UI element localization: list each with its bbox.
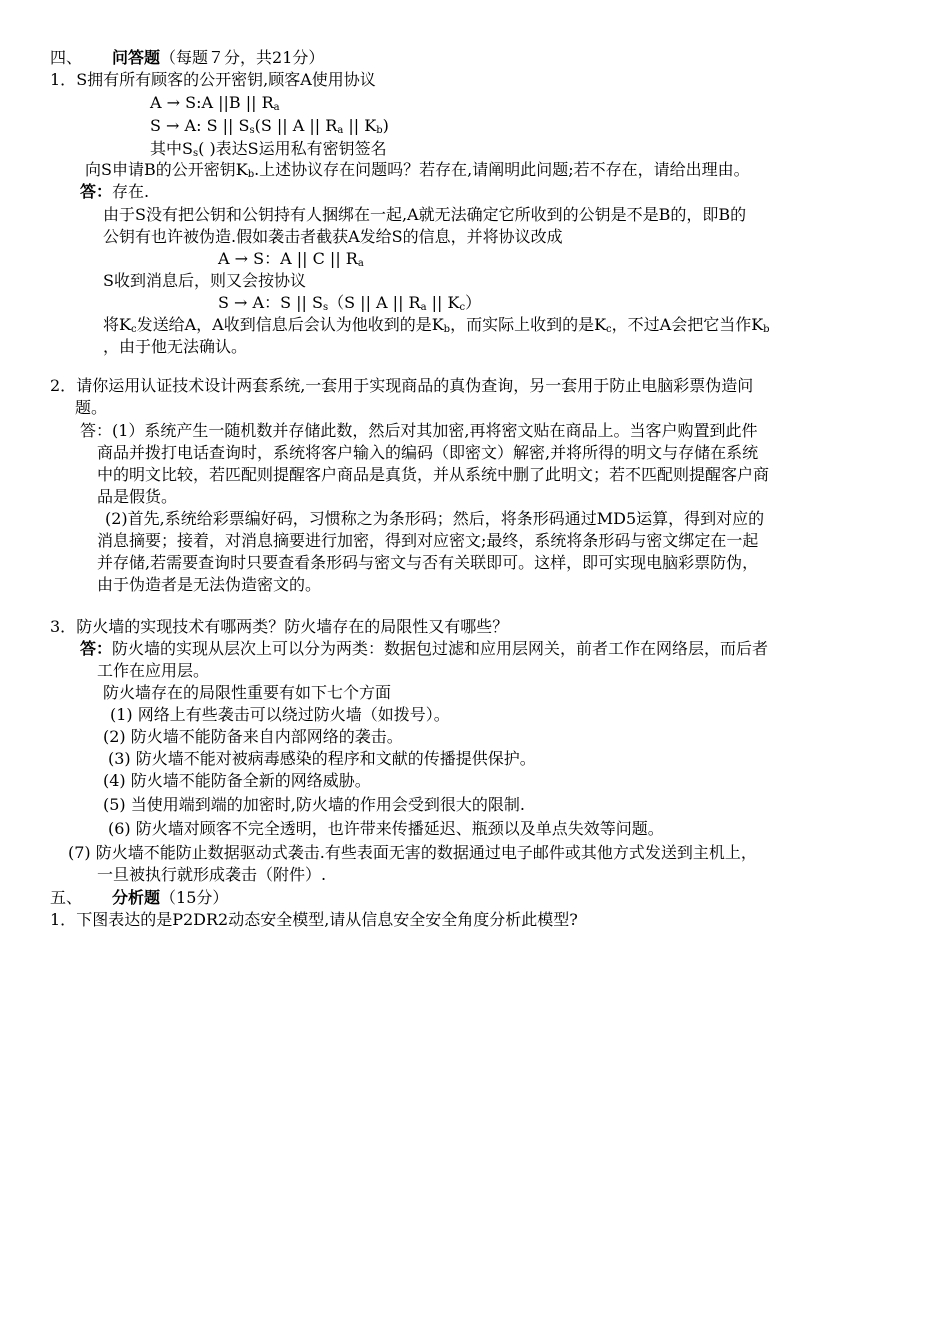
section-4-heading [50,48,324,68]
q5-1-question: 1．下图表达的是P2DR2动态安全模型,请从信息安全安全角度分析此模型? [50,910,578,929]
q1-signature-note: 其中$S_s$( )表达S运用私有密钥签名 [150,139,387,159]
q3-item-6: (6) 防火墙对顾客不完全透明，也许带来传播延迟、瓶颈以及单点失效等问题。 [108,819,664,838]
q3-answer-line-3: 防火墙存在的局限性重要有如下七个方面 [103,683,392,702]
q3-item-1: (1) 网络上有些袭击可以绕过防火墙（如拨号）。 [110,705,450,724]
answer-label: 答： [80,182,113,201]
q2-answer-line-3: 中的明文比较，若匹配则提醒客户商品是真货，并从系统中删了此明文；若不匹配则提醒客户商 [97,465,770,484]
section-4-number: 四、 [50,48,83,67]
q1-explanation-line-4: 将$K_c$发送给A，A收到信息后会认为他收到的是$K_b$，而实际上收到的是$K_c$，不过A会把它当作$K_b$ [103,315,770,335]
q2-answer-line-4: 品是假货。 [97,487,178,506]
q3-answer-line-1: 答：防火墙的实现从层次上可以分为两类：数据包过滤和应用层网关，前者工作在网络层，而后者 [80,639,769,658]
q2-question: 2．请你运用认证技术设计两套系统,一套用于实现商品的真伪查询，另一套用于防止电脑彩票伪造问 [50,376,754,395]
section-5-heading: 五、 分析题（15分） [50,888,229,907]
q1-explanation-line-5: ，由于他无法确认。 [103,337,248,356]
q1-question: 1．S拥有所有顾客的公开密钥,顾客A使用协议 [50,70,376,89]
q1-answer: 答：存在. [80,182,150,201]
q2-answer-line-1: 答：(1）系统产生一随机数并存储此数，然后对其加密,再将密文贴在商品上。当客户购置到此件 [80,421,758,440]
q2-answer-line-6: 消息摘要；接着，对消息摘要进行加密，得到对应密文;最终，系统将条形码与密文绑定在一起 [97,531,759,550]
q1-explanation-line-3: S收到消息后，则又会按协议 [103,271,306,290]
section-4-note: （每题７分，共21分） [160,48,325,67]
q3-item-7-cont: 一旦被执行就形成袭击（附件）. [97,865,327,884]
q1-protocol-line-3: A → S：A || C || $R_a$ [218,249,364,269]
q3-item-5: (5) 当使用端到端的加密时,防火墙的作用会受到很大的限制. [103,795,525,814]
q2-answer-line-5: (2)首先,系统给彩票编好码，习惯称之为条形码；然后，将条形码通过MD5运算，得到对应的 [105,509,765,528]
q3-item-4: (4) 防火墙不能防备全新的网络威胁。 [103,771,371,790]
q1-question-text: 向S申请B的公开密钥$K_b$.上述协议存在问题吗？若存在,请阐明此问题;若不存在，请给出理由。 [85,160,750,180]
q1-explanation-line-1: 由于S没有把公钥和公钥持有人捆绑在一起,A就无法确定它所收到的公钥是不是B的，即B的 [103,205,747,224]
q2-answer-line-7: 并存储,若需要查询时只要查看条形码与密文与否有关联即可。这样，即可实现电脑彩票防伪， [97,553,759,572]
section-4-title: 问答题 [112,48,161,67]
q3-item-7: (7) 防火墙不能防止数据驱动式袭击.有些表面无害的数据通过电子邮件或其他方式发送到主机上， [68,843,757,862]
answer-label: 答： [80,639,113,658]
q1-protocol-line-2: S → A: S || $S_s(S$ || A || $R_a$ || $K_b$) [150,116,389,136]
q1-protocol-line-4: S → A：S || $S_s(S$ || A || $R_a$ || $K_c$） [218,293,482,313]
q3-item-2: (2) 防火墙不能防备来自内部网络的袭击。 [103,727,403,746]
q3-question: 3．防火墙的实现技术有哪两类？防火墙存在的局限性又有哪些？ [50,617,509,636]
q3-answer-line-2: 工作在应用层。 [97,661,210,680]
q2-question-cont: 题。 [75,398,108,417]
q2-answer-line-8: 由于伪造者是无法伪造密文的。 [97,575,322,594]
q2-answer-line-2: 商品并拨打电话查询时，系统将客户输入的编码（即密文）解密,并将所得的明文与存储在系统 [97,443,759,462]
q3-item-3: (3) 防火墙不能对被病毒感染的程序和文献的传播提供保护。 [108,749,536,768]
q1-explanation-line-2: 公钥有也许被伪造.假如袭击者截获A发给S的信息，并将协议改成 [103,227,563,246]
q1-protocol-line-1: A → S:A ||B || $R_a$ [150,93,280,113]
